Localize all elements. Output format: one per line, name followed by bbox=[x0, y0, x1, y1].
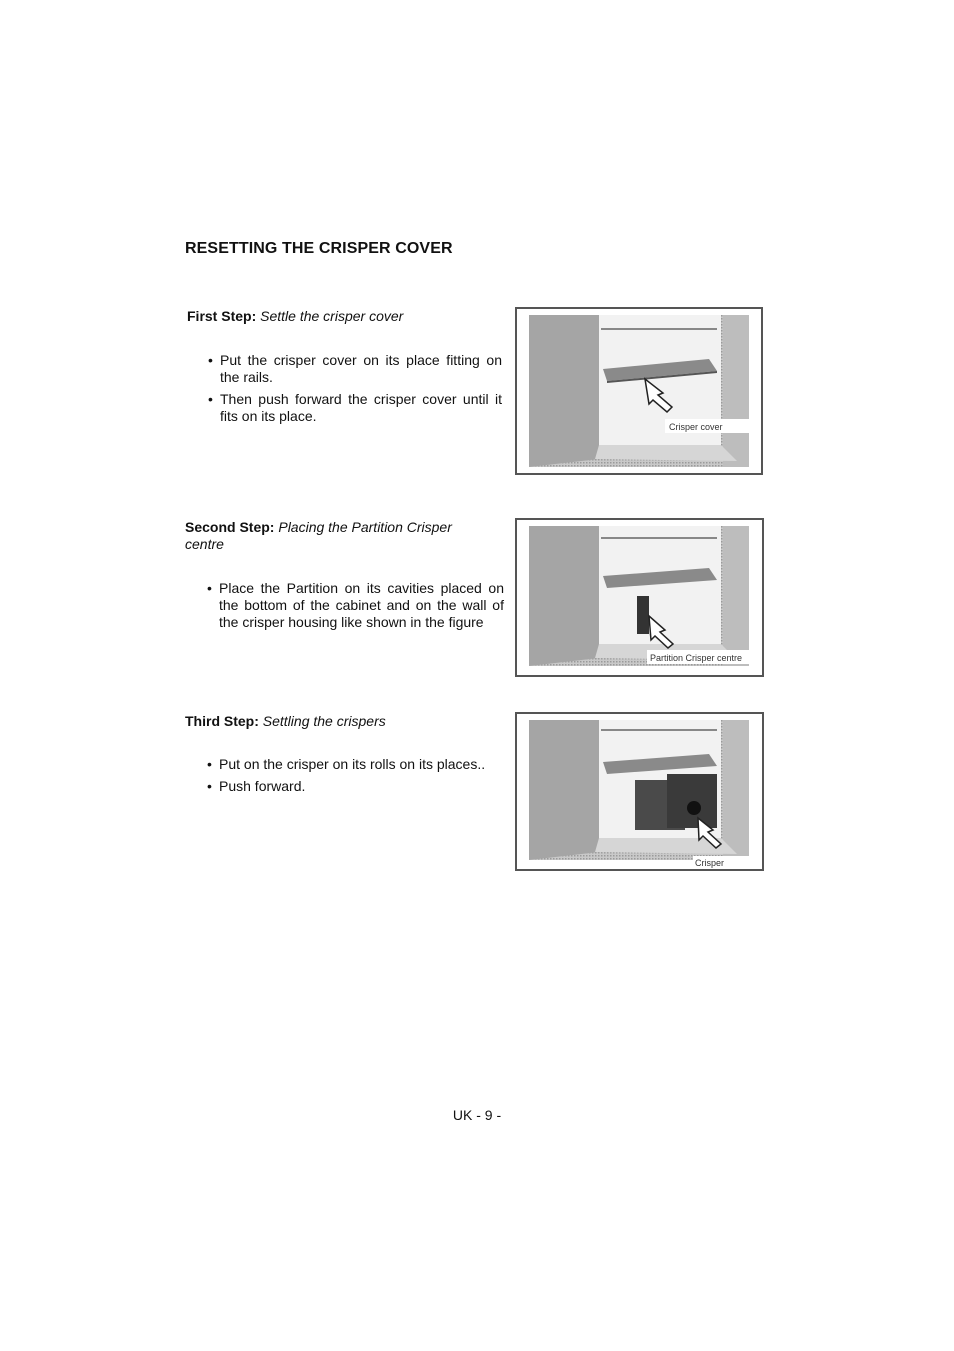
step-2-bullet-1: • Place the Partition on its cavities placed on the bottom of the cabinet and on the wall of the crisper housing like shown in the figure bbox=[207, 580, 504, 631]
step-3-heading bbox=[185, 713, 485, 730]
step-2-figure bbox=[515, 518, 764, 677]
step-2-figure-caption: Partition Crisper centre bbox=[650, 653, 743, 663]
step-3-bullets bbox=[207, 756, 504, 800]
step-3-figure bbox=[515, 712, 764, 871]
step-1-label: First Step: bbox=[187, 308, 257, 324]
step-1-subtitle: Settle the crisper cover bbox=[260, 308, 404, 324]
step-3-figure-caption: Crisper bbox=[695, 858, 725, 868]
step-1-bullet-1: • Put the crisper cover on its place fitting on the rails. bbox=[208, 352, 502, 386]
step-2-bullets bbox=[207, 580, 504, 636]
step-2-subtitle: Placing the Partition Crisper centre bbox=[185, 519, 452, 552]
step-3-subtitle: Settling the crispers bbox=[262, 713, 386, 729]
step-2-heading bbox=[185, 519, 485, 553]
step-3-bullet-2: • Push forward. bbox=[207, 778, 504, 795]
step-1-figure bbox=[515, 307, 763, 475]
step-1-bullet-2: • Then push forward the crisper cover until it fits on its place. bbox=[208, 391, 502, 425]
step-1-figure-caption: Crisper cover bbox=[669, 422, 723, 432]
page-title: RESETTING THE CRISPER COVER bbox=[185, 240, 453, 257]
step-2-label: Second Step: bbox=[185, 519, 275, 535]
page-number: UK - 9 - bbox=[452, 1107, 502, 1123]
step-1-bullets bbox=[208, 352, 502, 430]
step-1-heading bbox=[187, 308, 487, 325]
fridge-crisper-cover-illustration bbox=[517, 309, 761, 473]
fridge-crisper-illustration bbox=[517, 714, 762, 869]
step-3-label: Third Step: bbox=[185, 713, 259, 729]
step-3-bullet-1: • Put on the crisper on its rolls on its places.. bbox=[207, 756, 504, 773]
fridge-partition-illustration bbox=[517, 520, 762, 675]
